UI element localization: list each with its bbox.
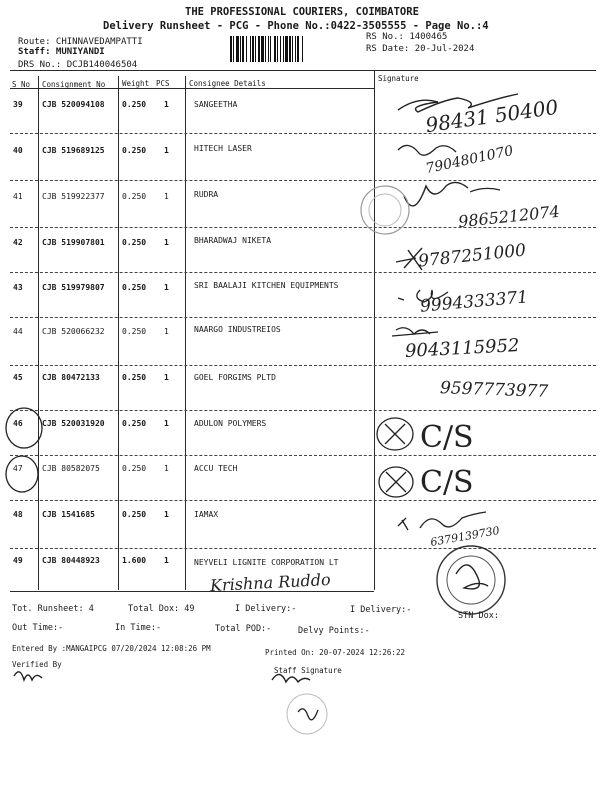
delivery-stamp-inner xyxy=(447,556,495,604)
runsheet-subtitle: Delivery Runsheet - PCG - Phone No.:0422-3505555 - Page No.:4 xyxy=(103,20,489,32)
row-signature: 6379139730 xyxy=(429,524,501,549)
i-delivery-2: I Delivery:- xyxy=(350,605,412,615)
row-consignment-no: CJB 80448923 xyxy=(42,556,100,565)
col-header-consignee: Consignee Details xyxy=(189,79,266,88)
staff-signature-label: Staff Signature xyxy=(274,666,342,675)
faded-stamp xyxy=(361,186,409,234)
row-signature: 9597773977 xyxy=(439,378,549,402)
col-header-signature: Signature xyxy=(378,74,419,83)
row-signature: C/S xyxy=(420,465,474,500)
row-sno: 45 xyxy=(13,373,23,382)
row-pcs: 1 xyxy=(164,238,169,247)
row-consignment-no: CJB 519907801 xyxy=(42,238,105,247)
row-weight: 0.250 xyxy=(122,100,147,109)
stamp-signature xyxy=(298,709,318,720)
row-pcs: 1 xyxy=(164,100,169,109)
row-weight: 1.600 xyxy=(122,556,147,565)
in-time: In Time:- xyxy=(115,623,162,633)
signature-scribble xyxy=(470,188,500,192)
row-weight: 0.250 xyxy=(122,419,147,428)
row-consignee: HITECH LASER xyxy=(194,144,252,153)
printed-on: Printed On: 20-07-2024 12:26:22 xyxy=(265,648,405,657)
col-header-weight: Weight xyxy=(122,79,150,88)
cross-mark xyxy=(386,472,406,492)
row-pcs: 1 xyxy=(164,283,169,292)
tot-runsheet: Tot. Runsheet: 4 xyxy=(12,604,94,614)
row-signature: 9994333371 xyxy=(419,287,529,317)
row-signature: 9865212074 xyxy=(457,201,561,232)
row-sno: 41 xyxy=(13,192,23,201)
i-delivery-1: I Delivery:- xyxy=(235,604,297,614)
rs-date: RS Date: 20-Jul-2024 xyxy=(366,44,475,54)
row-sno: 40 xyxy=(13,146,23,155)
row-pcs: 1 xyxy=(164,556,169,565)
row-weight: 0.250 xyxy=(122,373,147,382)
row-sno: 49 xyxy=(13,556,23,565)
row-weight: 0.250 xyxy=(122,464,147,473)
verified-by: Verified By xyxy=(12,660,62,669)
entered-by: Entered By :MANGAIPCG 07/20/2024 12:08:26 PM xyxy=(12,644,211,653)
verified-scribble xyxy=(14,672,42,680)
row-pcs: 1 xyxy=(164,464,169,473)
row-weight: 0.250 xyxy=(122,327,147,336)
row-consignment-no: CJB 520031920 xyxy=(42,419,105,428)
sno-circle xyxy=(6,456,38,492)
row-consignment-no: CJB 519922377 xyxy=(42,192,105,201)
signature-scribble xyxy=(396,248,422,270)
row-signature: 9043115952 xyxy=(404,335,521,362)
row-weight: 0.250 xyxy=(122,146,147,155)
row-consignee: SRI BAALAJI KITCHEN EQUIPMENTS xyxy=(194,281,339,290)
row-consignee: NAARGO INDUSTREIOS xyxy=(194,325,281,334)
col-header-pcs: PCS xyxy=(156,79,170,88)
delvy-points: Delvy Points:- xyxy=(298,626,370,636)
row-weight: 0.250 xyxy=(122,283,147,292)
row-sno: 47 xyxy=(13,464,23,473)
signature-scribble xyxy=(398,290,448,302)
drs-number: DRS No.: DCJB140046504 xyxy=(18,60,138,70)
row-consignee: GOEL FORGIMS PLTD xyxy=(194,373,276,382)
row-signature: 7904801070 xyxy=(424,142,515,178)
stn-dox: STN Dox: xyxy=(458,611,499,621)
row-consignee: RUDRA xyxy=(194,190,219,199)
signature-scribble xyxy=(398,145,456,155)
row-consignment-no: CJB 80582075 xyxy=(42,464,100,473)
row-pcs: 1 xyxy=(164,146,169,155)
row-consignment-no: CJB 519979807 xyxy=(42,283,105,292)
row-consignment-no: CJB 520066232 xyxy=(42,327,105,336)
signature-scribble xyxy=(398,512,486,530)
row-sno: 48 xyxy=(13,510,23,519)
row-consignment-no: CJB 519689125 xyxy=(42,146,105,155)
col-header-consignment: Consignment No xyxy=(42,80,106,89)
row-signature: 9787251000 xyxy=(417,240,527,272)
row-consignee: BHARADWAJ NIKETA xyxy=(194,236,272,245)
row-consignment-no: CJB 520094108 xyxy=(42,100,105,109)
row-sno: 39 xyxy=(13,100,23,109)
row-consignee: SANGEETHA xyxy=(194,100,238,109)
row-consignee: IAMAX xyxy=(194,510,219,519)
row-consignee: ADULON POLYMERS xyxy=(194,419,267,428)
rs-number: RS No.: 1400465 xyxy=(366,32,448,42)
row-signature: C/S xyxy=(420,420,474,455)
row-sno: 42 xyxy=(13,238,23,247)
row-pcs: 1 xyxy=(164,192,169,201)
route-label: Route: CHINNAVEDAMPATTI xyxy=(18,37,143,47)
row-pcs: 1 xyxy=(164,419,169,428)
faded-stamp-inner xyxy=(369,194,401,226)
out-time: Out Time:- xyxy=(12,623,64,633)
col-header-sno: S No xyxy=(12,80,31,89)
row-sno: 43 xyxy=(13,283,23,292)
handwritten-name: Krishna Ruddo xyxy=(209,569,332,596)
row-signature: 98431 50400 xyxy=(423,94,560,138)
row-consignment-no: CJB 1541685 xyxy=(42,510,95,519)
row-pcs: 1 xyxy=(164,373,169,382)
row-consignment-no: CJB 80472133 xyxy=(42,373,100,382)
cross-mark xyxy=(385,424,405,444)
total-pod: Total POD:- xyxy=(215,624,272,634)
row-sno: 44 xyxy=(13,327,23,336)
row-pcs: 1 xyxy=(164,327,169,336)
row-consignee: NEYVELI LIGNITE CORPORATION LT xyxy=(194,558,339,567)
stamp-signature xyxy=(456,565,488,589)
staff-label: Staff: MUNIYANDI xyxy=(18,47,105,57)
total-dox: Total Dox: 49 xyxy=(128,604,195,614)
row-pcs: 1 xyxy=(164,510,169,519)
row-weight: 0.250 xyxy=(122,510,147,519)
row-consignee: ACCU TECH xyxy=(194,464,238,473)
row-sno: 46 xyxy=(13,419,23,428)
staff-scribble xyxy=(272,674,310,682)
signature-scribble xyxy=(398,94,518,112)
row-weight: 0.250 xyxy=(122,238,147,247)
signature-scribble xyxy=(392,328,438,336)
company-title: THE PROFESSIONAL COURIERS, COIMBATORE xyxy=(185,6,419,18)
row-weight: 0.250 xyxy=(122,192,147,201)
sno-circle xyxy=(6,408,42,448)
signature-scribble xyxy=(404,182,468,205)
